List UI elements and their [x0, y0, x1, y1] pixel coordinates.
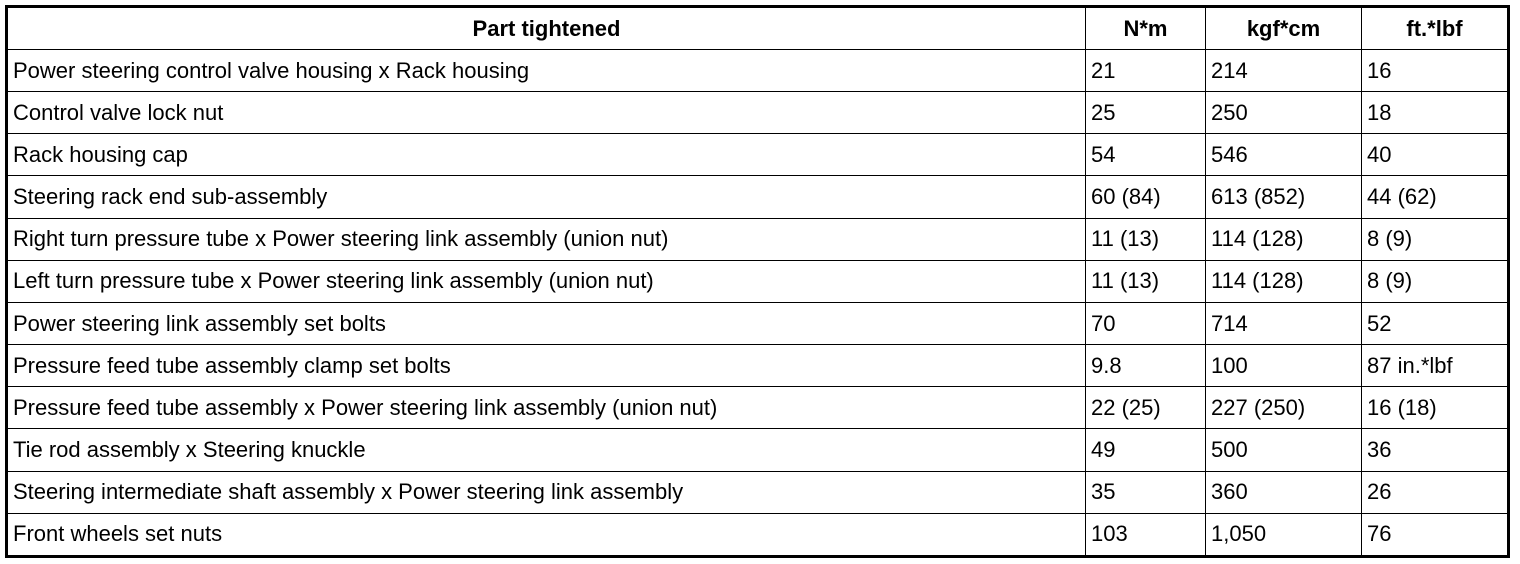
cell-kgf-cm: 613 (852) [1206, 176, 1362, 218]
table-row [7, 92, 1509, 134]
cell-part: Tie rod assembly x Steering knuckle [7, 429, 1086, 471]
table-body [7, 50, 1509, 557]
table-header [7, 7, 1509, 50]
header-kgf-cm: kgf*cm [1206, 7, 1362, 50]
cell-ft-lbf: 52 [1362, 302, 1509, 344]
cell-nm: 11 (13) [1086, 218, 1206, 260]
cell-nm: 22 (25) [1086, 387, 1206, 429]
header-nm: N*m [1086, 7, 1206, 50]
cell-nm: 54 [1086, 134, 1206, 176]
cell-part: Power steering control valve housing x Rack housing [7, 50, 1086, 92]
table-row [7, 176, 1509, 218]
cell-kgf-cm: 714 [1206, 302, 1362, 344]
table-row [7, 513, 1509, 556]
cell-kgf-cm: 214 [1206, 50, 1362, 92]
cell-part: Steering rack end sub-assembly [7, 176, 1086, 218]
cell-kgf-cm: 1,050 [1206, 513, 1362, 556]
cell-part: Rack housing cap [7, 134, 1086, 176]
cell-part: Pressure feed tube assembly clamp set bolts [7, 345, 1086, 387]
cell-kgf-cm: 114 (128) [1206, 218, 1362, 260]
table-row [7, 429, 1509, 471]
cell-ft-lbf: 36 [1362, 429, 1509, 471]
table-row [7, 218, 1509, 260]
cell-kgf-cm: 100 [1206, 345, 1362, 387]
cell-nm: 49 [1086, 429, 1206, 471]
header-part-tightened: Part tightened [7, 7, 1086, 50]
cell-ft-lbf: 26 [1362, 471, 1509, 513]
cell-part: Steering intermediate shaft assembly x Power steering link assembly [7, 471, 1086, 513]
cell-part: Control valve lock nut [7, 92, 1086, 134]
table-row [7, 345, 1509, 387]
cell-part: Power steering link assembly set bolts [7, 302, 1086, 344]
table-row [7, 134, 1509, 176]
header-ft-lbf: ft.*lbf [1362, 7, 1509, 50]
cell-nm: 21 [1086, 50, 1206, 92]
cell-ft-lbf: 76 [1362, 513, 1509, 556]
cell-nm: 9.8 [1086, 345, 1206, 387]
cell-nm: 70 [1086, 302, 1206, 344]
table-row [7, 50, 1509, 92]
torque-spec-table [5, 5, 1510, 558]
cell-kgf-cm: 227 (250) [1206, 387, 1362, 429]
cell-ft-lbf: 18 [1362, 92, 1509, 134]
cell-kgf-cm: 360 [1206, 471, 1362, 513]
cell-nm: 11 (13) [1086, 260, 1206, 302]
table-row [7, 471, 1509, 513]
cell-kgf-cm: 500 [1206, 429, 1362, 471]
cell-part: Right turn pressure tube x Power steering link assembly (union nut) [7, 218, 1086, 260]
table-row [7, 260, 1509, 302]
cell-ft-lbf: 8 (9) [1362, 260, 1509, 302]
table-row [7, 387, 1509, 429]
table-row [7, 302, 1509, 344]
cell-nm: 60 (84) [1086, 176, 1206, 218]
cell-ft-lbf: 40 [1362, 134, 1509, 176]
cell-part: Left turn pressure tube x Power steering link assembly (union nut) [7, 260, 1086, 302]
cell-ft-lbf: 44 (62) [1362, 176, 1509, 218]
cell-nm: 35 [1086, 471, 1206, 513]
cell-nm: 103 [1086, 513, 1206, 556]
cell-kgf-cm: 546 [1206, 134, 1362, 176]
cell-part: Front wheels set nuts [7, 513, 1086, 556]
cell-ft-lbf: 16 [1362, 50, 1509, 92]
cell-nm: 25 [1086, 92, 1206, 134]
cell-part: Pressure feed tube assembly x Power steering link assembly (union nut) [7, 387, 1086, 429]
cell-ft-lbf: 16 (18) [1362, 387, 1509, 429]
cell-ft-lbf: 87 in.*lbf [1362, 345, 1509, 387]
cell-kgf-cm: 250 [1206, 92, 1362, 134]
header-row [7, 7, 1509, 50]
cell-kgf-cm: 114 (128) [1206, 260, 1362, 302]
cell-ft-lbf: 8 (9) [1362, 218, 1509, 260]
